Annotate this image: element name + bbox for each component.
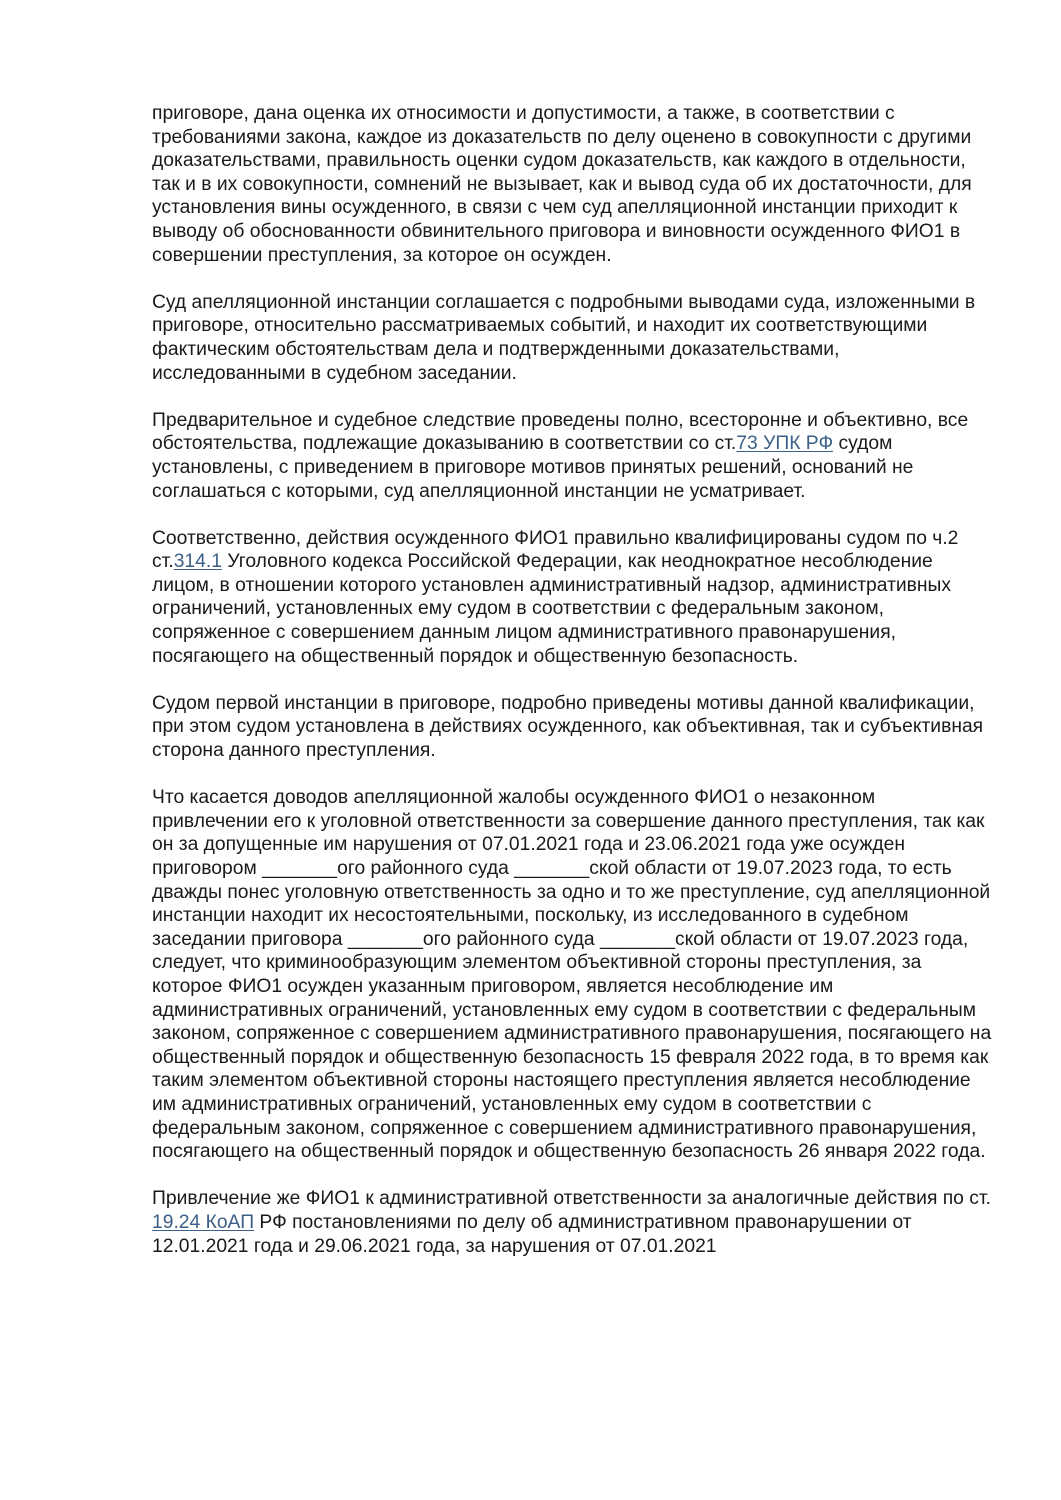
paragraph-text: Привлечение же ФИО1 к административной ответственности за аналогичные действия по ст. [152,1188,991,1210]
paragraph-7 [152,1187,992,1258]
paragraph-6 [152,786,992,1164]
paragraph-text: Соответственно, действия осужденного ФИО1 правильно квалифицированы судом по ч.2 ст. [152,527,959,573]
paragraph-5 [152,692,992,763]
paragraph-text: РФ постановлениями по делу об административном правонарушении от 12.01.2021 года и 29.06.2021 года, за нарушения от 07.01.2021 [152,1211,912,1257]
paragraph-text: приговоре, дана оценка их относимости и допустимости, а также, в соответствии с требованиями закона, каждое из доказательств по делу оценено в совокупности с другими доказательствами, правильность оценки судом доказательств, как каждого в отдельности, так и в их совокупности, сомнений не вызывает, как и вывод суда об их достаточности, для установления вины осужденного, в связи с чем суд апелляционной инстанции приходит к выводу об обоснованности обвинительного приговора и виновности осужденного ФИО1 в совершении преступления, за которое он осужден. [152,103,972,266]
document-page [152,102,992,1282]
paragraph-3 [152,409,992,503]
paragraph-text: судом установлены, с приведением в приговоре мотивов принятых решений, оснований не соглашаться с которыми, суд апелляционной инстанции не усматривает. [152,433,914,502]
paragraph-4 [152,527,992,669]
paragraph-text: Судом первой инстанции в приговоре, подробно приведены мотивы данной квалификации, при этом судом установлена в действиях осужденного, как объективная, так и субъективная сторона данного преступления. [152,692,984,762]
paragraph-text: Уголовного кодекса Российской Федерации, как неоднократное несоблюдение лицом, в отношении которого установлен административный надзор, административных ограничений, установленных ему судом в соответствии с федеральным законом, сопряженное с совершением данным лицом административного правонарушения, посягающего на общественный порядок и общественную безопасность. [152,551,952,667]
law-link-koap-19-24[interactable]: 19.24 КоАП [152,1211,255,1233]
law-link-upk-73[interactable]: 73 УПК РФ [736,433,834,455]
paragraph-text: Что касается доводов апелляционной жалобы осужденного ФИО1 о незаконном привлечении его к уголовной ответственности за совершение данного преступления, так как он за допущенные им нарушения от 07.01.2021 года и 23.06.2021 года уже осужден приговором _______ого районного суда _______ской области от 19.07.2023 года, то есть дважды понес уголовную ответственность за одно и то же преступление, суд апелляционной инстанции находит их несостоятельными, поскольку, из исследованного в судебном заседании приговора _______ого районного суда _______ской области от 19.07.2023 года, следует, что криминообразующим элементом объективной стороны преступления, за которое ФИО1 осужден указанным приговором, является несоблюдение им административных ограничений, установленных ему судом в соответствии с федеральным законом, сопряженное с совершением административного правонарушения, посягающего на общественный порядок и общественную безопасность 15 февраля 2022 года, в то время как таким элементом объективной стороны настоящего преступления является несоблюдение им административных ограничений, установленных ему судом в соответствии с федеральным законом, сопряженное с совершением административного правонарушения, посягающего на общественный порядок и общественную безопасность 26 января 2022 года. [152,787,992,1163]
paragraph-text: Предварительное и судебное следствие проведены полно, всесторонне и объективно, все обстоятельства, подлежащие доказыванию в соответствии со ст. [152,409,969,455]
paragraph-2 [152,291,992,385]
paragraph-1 [152,102,992,267]
paragraph-text: Суд апелляционной инстанции соглашается с подробными выводами суда, изложенными в приговоре, относительно рассматриваемых событий, и находит их соответствующими фактическим обстоятельствам дела и подтвержденными доказательствами, исследованными в судебном заседании. [152,291,976,384]
law-link-uk-314-1[interactable]: 314.1 [173,551,222,573]
